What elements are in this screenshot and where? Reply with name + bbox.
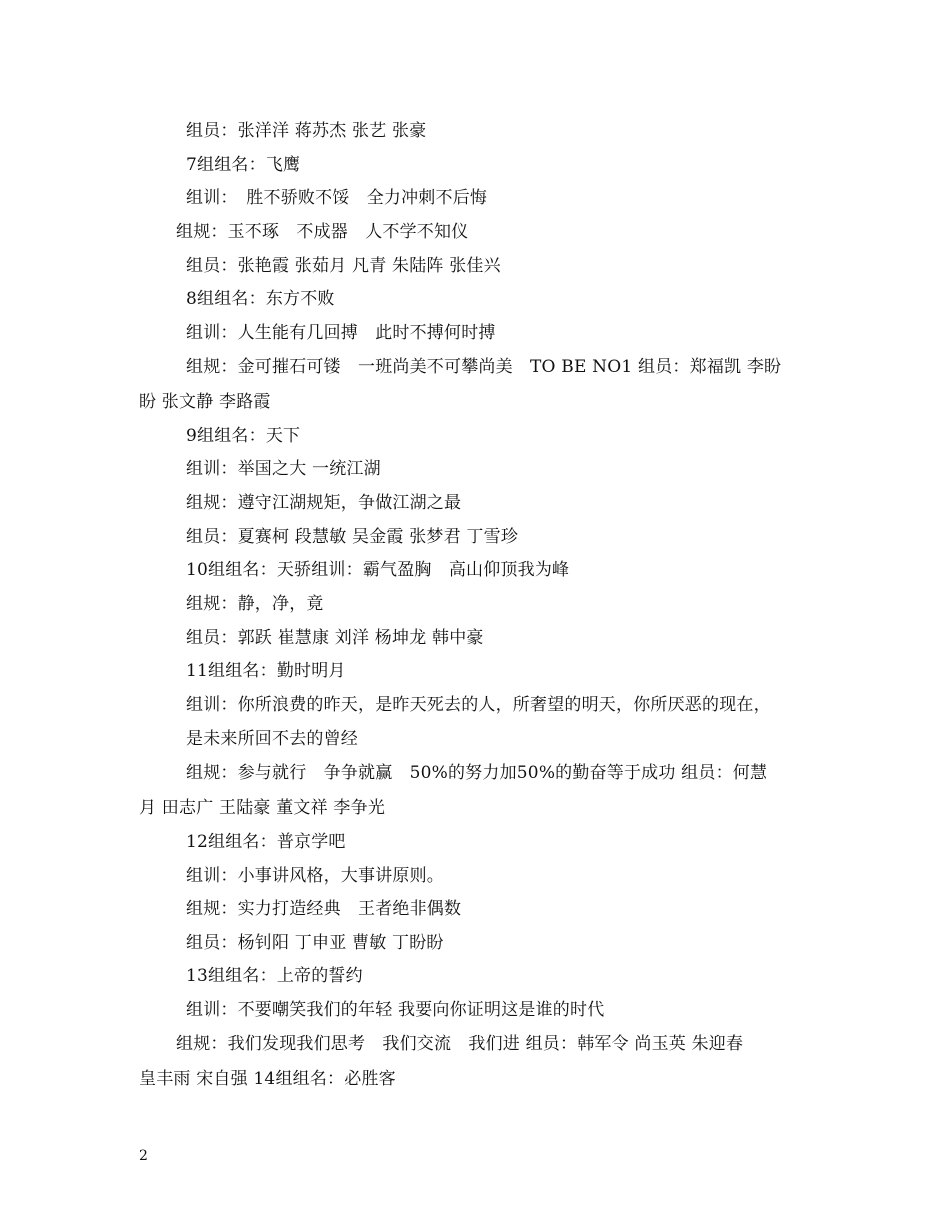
text-line: 组规：实力打造经典 王者绝非偶数 bbox=[186, 899, 462, 919]
text-line: 月 田志广 王陆豪 董文祥 李争光 bbox=[139, 798, 386, 818]
text-line: 组员：郭跃 崔慧康 刘洋 杨坤龙 韩中豪 bbox=[186, 628, 484, 648]
text-line: 组训：举国之大 一统江湖 bbox=[186, 459, 381, 479]
text-line: 组训：不要嘲笑我们的年轻 我要向你证明这是谁的时代 bbox=[186, 1000, 605, 1020]
text-line: 组规：金可摧石可镂 一班尚美不可攀尚美 TO BE NO1 组员：郑福凯 李盼 bbox=[186, 357, 782, 377]
text-line: 组规：玉不琢 不成器 人不学不知仪 bbox=[176, 222, 469, 242]
text-line: 10组组名：天骄组训：霸气盈胸 高山仰顶我为峰 bbox=[186, 560, 570, 580]
text-line: 组训：你所浪费的昨天，是昨天死去的人，所奢望的明天，你所厌恶的现在， bbox=[186, 695, 771, 715]
text-line: 盼 张文静 李路霞 bbox=[139, 392, 271, 412]
page-number: 2 bbox=[139, 1148, 148, 1164]
text-line: 是未来所回不去的曾经 bbox=[186, 729, 358, 749]
text-line: 组规：遵守江湖规矩，争做江湖之最 bbox=[186, 493, 462, 513]
text-line: 组训：小事讲风格，大事讲原则。 bbox=[186, 866, 444, 886]
text-line: 组员：张艳霞 张茹月 凡青 朱陆阵 张佳兴 bbox=[186, 256, 501, 276]
text-line: 组员：张洋洋 蒋苏杰 张艺 张豪 bbox=[186, 121, 427, 141]
text-line: 13组组名：上帝的誓约 bbox=[186, 966, 363, 986]
text-line: 组员：夏赛柯 段慧敏 吴金霞 张梦君 丁雪珍 bbox=[186, 527, 519, 547]
text-line: 11组组名：勤时明月 bbox=[186, 661, 346, 681]
text-line: 12组组名：普京学吧 bbox=[186, 832, 346, 852]
text-line: 8组组名：东方不败 bbox=[186, 289, 335, 309]
text-line: 9组组名：天下 bbox=[186, 426, 301, 446]
text-line: 组规：参与就行 争争就赢 50%的努力加50%的勤奋等于成功 组员：何慧 bbox=[186, 763, 768, 783]
text-line: 皇丰雨 宋自强 14组组名：必胜客 bbox=[139, 1069, 396, 1089]
text-line: 7组组名：飞鹰 bbox=[186, 155, 301, 175]
text-line: 组员：杨钊阳 丁申亚 曹敏 丁盼盼 bbox=[186, 933, 444, 953]
text-line: 组训：人生能有几回搏 此时不搏何时搏 bbox=[186, 323, 496, 343]
text-line: 组训： 胜不骄败不馁 全力冲刺不后悔 bbox=[186, 188, 488, 208]
text-line: 组规：我们发现我们思考 我们交流 我们进 组员：韩军令 尚玉英 朱迎春 bbox=[176, 1034, 744, 1054]
text-line: 组规：静，净，竟 bbox=[186, 594, 324, 614]
